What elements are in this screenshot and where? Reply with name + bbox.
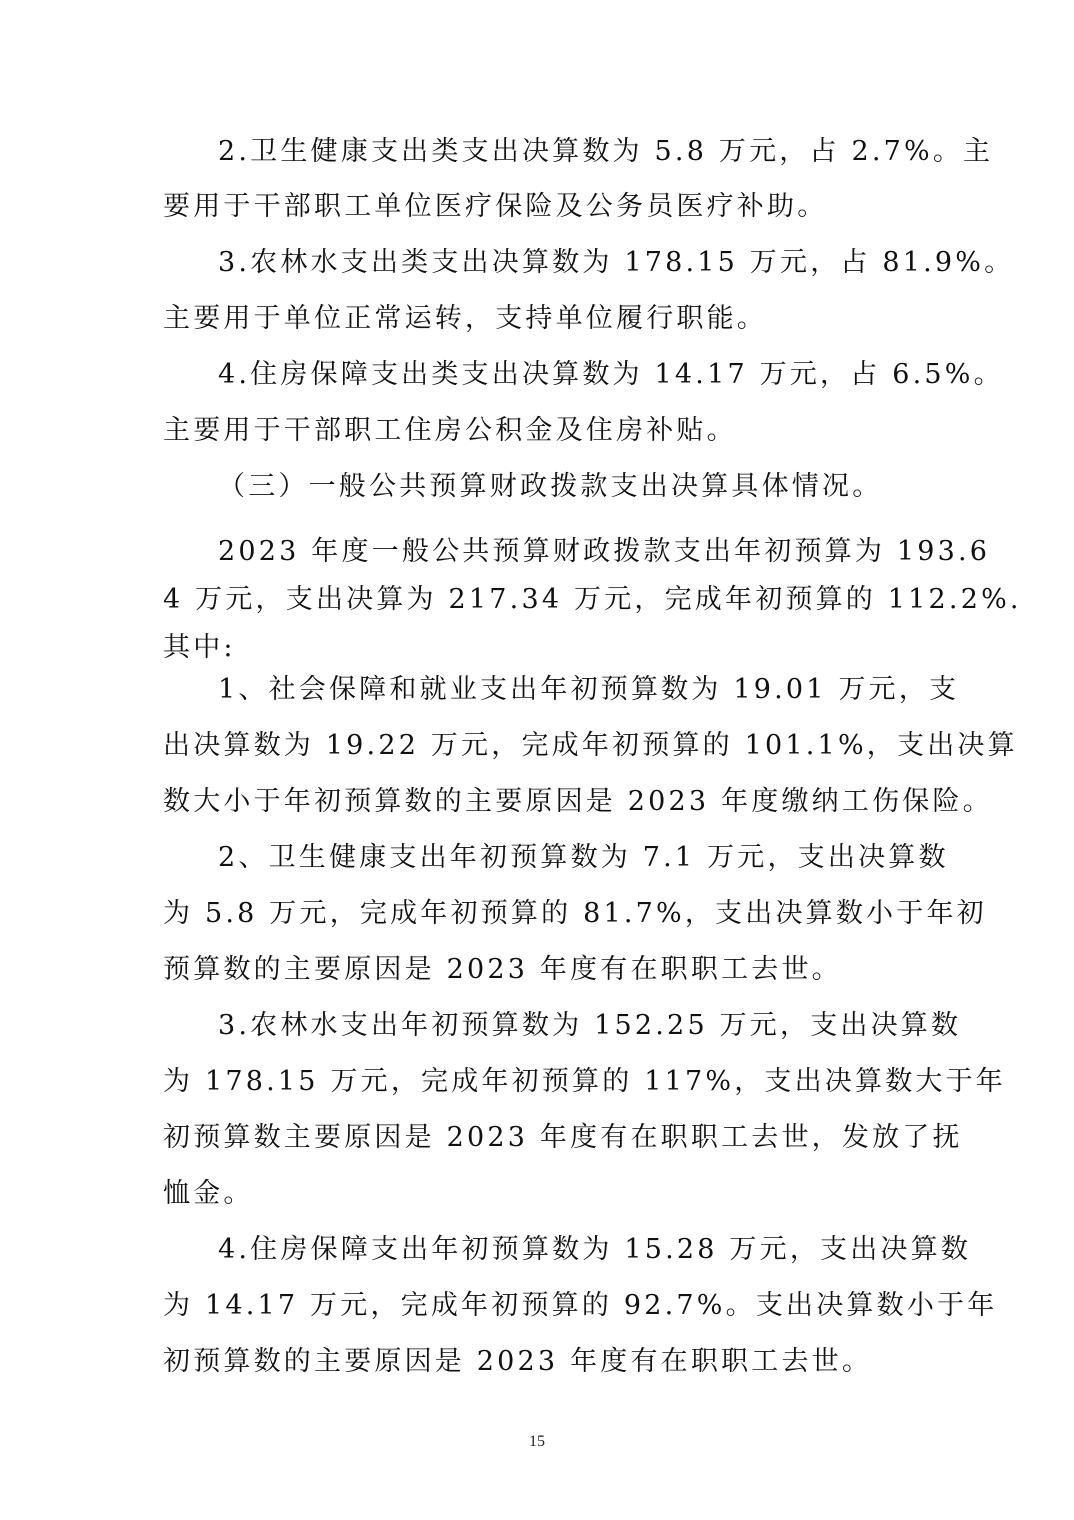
paragraph-line: 预算数的主要原因是 2023 年度有在职职工去世。 <box>163 954 842 985</box>
paragraph-line: 3.农林水支出类支出决算数为 178.15 万元，占 81.9%。 <box>218 247 1015 278</box>
paragraph-line: 2、卫生健康支出年初预算数为 7.1 万元，支出决算数 <box>218 842 949 873</box>
paragraph-line: 为 5.8 万元，完成年初预算的 81.7%，支出决算数小于年初 <box>163 898 987 929</box>
paragraph-line: 4.住房保障支出类支出决算数为 14.17 万元，占 6.5%。 <box>218 359 1004 390</box>
paragraph-line: 要用于干部职工单位医疗保险及公务员医疗补助。 <box>163 191 828 222</box>
paragraph-line: 1、社会保障和就业支出年初预算数为 19.01 万元，支 <box>218 674 960 705</box>
paragraph-line: 出决算数为 19.22 万元，完成年初预算的 101.1%，支出决算 <box>163 730 1018 761</box>
paragraph-line: 恤金。 <box>163 1178 254 1209</box>
paragraph-line: 其中: <box>163 632 236 663</box>
paragraph-line: 2.卫生健康支出类支出决算数为 5.8 万元，占 2.7%。主 <box>218 136 994 167</box>
page-number: 15 <box>529 1433 545 1450</box>
paragraph-line: 初预算数的主要原因是 2023 年度有在职职工去世。 <box>163 1346 873 1377</box>
paragraph-line: 4.住房保障支出年初预算数为 15.28 万元，支出决算数 <box>218 1234 972 1265</box>
paragraph-line: 主要用于单位正常运转，支持单位履行职能。 <box>163 303 767 334</box>
paragraph-line: 2023 年度一般公共预算财政拨款支出年初预算为 193.6 <box>218 536 991 567</box>
paragraph-line: 初预算数主要原因是 2023 年度有在职职工去世，发放了抚 <box>163 1122 963 1153</box>
paragraph-line: 主要用于干部职工住房公积金及住房补贴。 <box>163 415 737 446</box>
paragraph-line: 为 14.17 万元，完成年初预算的 92.7%。支出决算数小于年 <box>163 1290 998 1321</box>
paragraph-line: 数大小于年初预算数的主要原因是 2023 年度缴纳工伤保险。 <box>163 786 993 817</box>
paragraph-line: 为 178.15 万元，完成年初预算的 117%，支出决算数大于年 <box>163 1066 1007 1097</box>
paragraph-line: 4 万元，支出决算为 217.34 万元，完成年初预算的 112.2%. <box>163 584 1022 615</box>
section-heading: （三）一般公共预算财政拨款支出决算具体情况。 <box>218 471 883 502</box>
paragraph-line: 3.农林水支出年初预算数为 152.25 万元，支出决算数 <box>218 1010 962 1041</box>
